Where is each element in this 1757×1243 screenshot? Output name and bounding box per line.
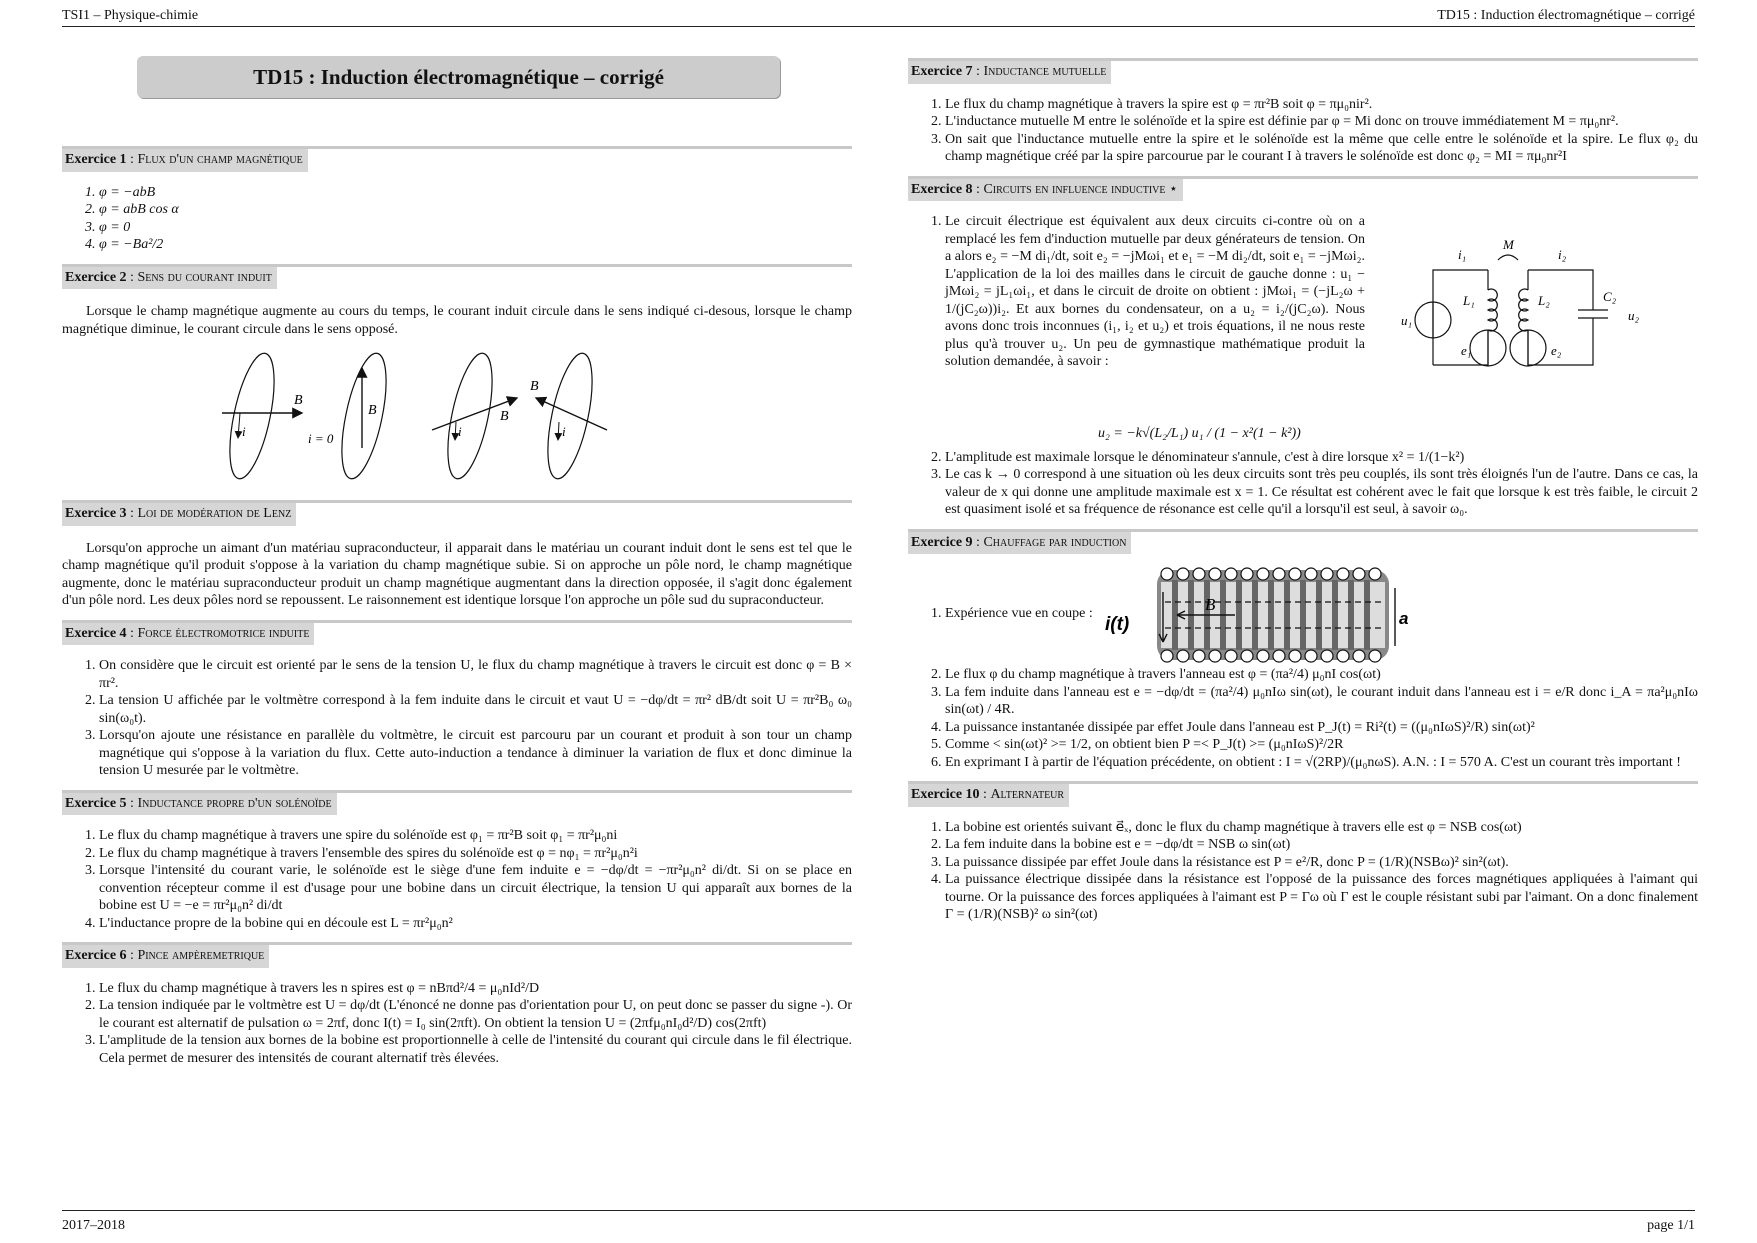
svg-text:e₁: e₁ <box>1461 343 1472 358</box>
svg-text:B⃗: B⃗ <box>500 409 520 424</box>
svg-text:C₂: C₂ <box>1603 289 1617 304</box>
exercise-6 <box>62 942 852 1067</box>
answer-list: 1. Le flux du champ magnétique à travers la spire est φ = πr²B soit φ = πμ₀nir². 2. L'inductance mutuelle M entre le solénoïde et la spire est définie par φ = Mi donc on trouve immédiatement M = πμ₀nr². 3. On sait que l'inductance mutuelle entre la spire et le solénoïde est la même que celle entre le solénoïde et la spire. Le flux φ₂ du champ magnétique créé par la spire parcourue par le courant I à travers le solénoïde est donc φ₂ = MI = πμ₀nr²I <box>908 96 1698 166</box>
exercise-heading: Exercice 8 : Circuits en influence inductive ⋆ <box>908 179 1183 202</box>
exercise-heading: Exercice 7 : Inductance mutuelle <box>908 61 1111 84</box>
svg-text:a: a <box>1399 609 1409 628</box>
svg-text:B⃗: B⃗ <box>368 403 388 418</box>
exercise-heading: Exercice 4 : Force électromotrice induite <box>62 623 314 646</box>
page-title: TD15 : Induction électromagnétique – corrigé <box>137 56 780 98</box>
exercise-2 <box>62 264 852 479</box>
exercise-5 <box>62 790 852 933</box>
paragraph: Lorsque le champ magnétique augmente au cours du temps, le courant induit circule dans le sens indiqué ci-desous, lorsque le champ magnétique diminue, le courant circule dans le sens opposé. <box>62 304 852 337</box>
exercise-3 <box>62 500 852 610</box>
exercise-heading: Exercice 5 : Inductance propre d'un solénoïde <box>62 793 337 816</box>
svg-text:i: i <box>562 424 566 439</box>
page-header <box>62 6 1695 27</box>
answer-list: 1. φ = −abB 2. φ = abB cos α 3. φ = 0 4. φ = −Ba²/2 <box>62 184 852 254</box>
exercise-heading: Exercice 6 : Pince ampèremetrique <box>62 945 269 968</box>
exercise-heading: Exercice 9 : Chauffage par induction <box>908 532 1131 555</box>
exercise-8 <box>908 176 1698 519</box>
footer-right: page 1/1 <box>1647 1218 1695 1233</box>
exercise-10 <box>908 781 1698 924</box>
svg-text:L₂: L₂ <box>1538 293 1550 308</box>
answer-list: 1. Expérience vue en coupe : <box>908 605 1105 623</box>
right-column <box>908 40 1698 924</box>
svg-text:B⃗: B⃗ <box>530 379 550 394</box>
svg-text:L₁: L₁ <box>1463 293 1475 308</box>
svg-text:u₁: u₁ <box>1401 313 1413 328</box>
answer-list: 1. Le flux du champ magnétique à travers les n spires est φ = nBπd²/4 = μ₀nId²/D 2. La tension indiquée par le voltmètre est U = dφ/dt (L'énoncé ne donne pas d'orientation pour U, on peut donc se passer du signe -). Or le courant est alternatif de pulsation ω = 2πf, donc I(t) = I₀ sin(2πft). On obtient la tension U = (2πfμ₀nI₀d²/D) cos(2πft) 3. L'amplitude de la tension aux bornes de la bobine est proportionnelle à celle de l'intensité du courant qui circule dans le fil électrique. Cela permet de mesurer des intensités de courant alternatif très élevées. <box>62 980 852 1068</box>
svg-text:i: i <box>458 424 462 439</box>
exercise-4 <box>62 620 852 780</box>
b-label: B⃗ <box>294 393 314 408</box>
induced-current-figure <box>62 348 852 478</box>
footer-left: 2017–2018 <box>62 1218 125 1233</box>
svg-text:i = 0: i = 0 <box>308 431 334 446</box>
svg-text:i₂: i₂ <box>1558 247 1567 262</box>
formula-u2: u₂ = −k√(L₂/L₁) u₁ / (1 − x²(1 − k²)) <box>1098 426 1301 441</box>
answer-list: 1. Le flux du champ magnétique à travers une spire du solénoïde est φ₁ = πr²B soit φ₁ = πr²μ₀ni 2. Le flux du champ magnétique à travers l'ensemble des spires du solénoïde est φ = nφ₁ = πr²μ₀n²i 3. Lorsque l'intensité du courant varie, le solénoïde est le siège d'une fem induite e = −dφ/dt = −πr²μ₀n² di/dt. Si on se place en convention récepteur comme il est d'usage pour une bobine dans un circuit électrique, la tension U qui apparaît aux bornes de la bobine est U = −e = πr²μ₀n² di/dt 4. L'inductance propre de la bobine qui en découle est L = πr²μ₀n² <box>62 827 852 932</box>
svg-text:e₂: e₂ <box>1551 343 1562 358</box>
svg-text:i₁: i₁ <box>1458 247 1467 262</box>
svg-text:M: M <box>1503 237 1514 252</box>
answer-list: 1. La bobine est orientés suivant e⃗ₓ, donc le flux du champ magnétique à travers elle est φ = NSB cos(ωt) 2. La fem induite dans la bobine est e = −dφ/dt = NSB ω sin(ωt) 3. La puissance dissipée par effet Joule dans la résistance est P = e²/R, donc P = (1/R)(NSBω)² sin²(ωt). 4. La puissance électrique dissipée dans la résistance est l'opposé de la puissance des forces magnétiques appliquées à l'aimant qui tourne. Or la puissance des forces appliquées à l'aimant est P = Γω où Γ est le couple résistant subi par l'aimant. On a donc finalement Γ = (1/R)(NSB)² ω sin²(ωt) <box>908 819 1698 924</box>
coupled-circuit-diagram <box>1393 235 1683 405</box>
svg-text:i(t): i(t) <box>1105 614 1130 635</box>
exercise-heading: Exercice 1 : Flux d'un champ magnétique <box>62 149 308 172</box>
answer-list: 2. Le flux φ du champ magnétique à travers l'anneau est φ = (πa²/4) μ₀nI cos(ωt) 3. La fem induite dans l'anneau est e = −dφ/dt = (πa²/4) μ₀nIω sin(ωt), le courant induit dans l'anneau est i = e/R donc i_A = πa²μ₀nIω sin(ωt) / 4R. 4. La puissance instantanée dissipée par effet Joule dans l'anneau est P_J(t) = Ri²(t) = ((μ₀nIωS)²/R) sin(ωt)² 5. Comme < sin(ωt)² >= 1/2, on obtient bien P =< P_J(t) >= (μ₀nIωS)²/2R 6. En exprimant I à partir de l'équation précédente, on obtient : I = √(2RP)/(μ₀nωS). A.N. : I = 570 A. C'est un courant très important ! <box>908 666 1698 771</box>
left-column <box>62 40 852 1067</box>
exercise-1 <box>62 146 852 254</box>
exercise-heading: Exercice 10 : Alternateur <box>908 784 1069 807</box>
header-left: TSI1 – Physique-chimie <box>62 8 199 23</box>
induction-heating-figure <box>1105 562 1409 666</box>
answer-list: 1. On considère que le circuit est orienté par le sens de la tension U, le flux du champ magnétique à travers le circuit est donc φ = B × πr². 2. La tension U affichée par le voltmètre correspond à la fem induite dans le circuit et vaut U = −dφ/dt = πr² dB/dt soit U = πr²B₀ ω₀ sin(ω₀t). 3. Lorsqu'on ajoute une résistance en parallèle du voltmètre, le circuit est parcouru par un courant et produit à son tour un champ magnétique qui s'oppose à la variation du flux. Cette auto-induction a tendance à diminuer la variation de flux et donc diminue la tension U mesurée par le voltmètre. <box>62 657 852 780</box>
exercise-7 <box>908 58 1698 166</box>
answer-list: 2. L'amplitude est maximale lorsque le dénominateur s'annule, c'est à dire lorsque x² = 1/(1−k²) 3. Le cas k → 0 correspond à une situation où les deux circuits sont très peu couplés, ils sont très éloignés l'un de l'autre. Dans ce cas, la valeur de x qui donne une amplitude maximale est x = 1. Ce résultat est cohérent avec le fait que lorsque k est très faible, le circuit 2 est quasiment isolé et sa fréquence de résonance est celle qu'il a lorsqu'il est seul, à savoir ω₀. <box>908 449 1698 519</box>
svg-text:B⃗: B⃗ <box>1205 595 1229 614</box>
svg-text:i: i <box>242 424 246 439</box>
svg-text:u₂: u₂ <box>1628 308 1640 323</box>
header-right: TD15 : Induction électromagnétique – corrigé <box>1437 8 1695 23</box>
exercise-9 <box>908 529 1698 772</box>
paragraph: Lorsqu'on approche un aimant d'un matériau supraconducteur, il apparait dans le matériau un courant induit dont le sens est tel que le champ magnétique qu'il produit s'oppose à la variation du champ magnétique subie. Si on approche un pôle nord, le champ magnétique augmente, donc le matériau supraconducteur produit un champ magnétique augmentant dans la direction opposée, il s'agit donc également d'un pôle nord. Les deux pôles nord se repoussent. Le raisonnement est identique lorsque l'on approche un pôle sud du supraconducteur. <box>62 540 852 608</box>
answer-list: 1. Le circuit électrique est équivalent aux deux circuits ci-contre où on a remplacé les fem d'induction mutuelle par deux générateurs de tension. On a alors e₂ = −M di₁/dt, soit e₂ = −jMωi₁ et e₁ = −M di₂/dt, soit e₁ = −jMωi₂. L'application de la loi des mailles dans le circuit de gauche donne : u₁ − jMωi₂ = jL₁ωi₁, et dans le circuit de droite on obtient : jMωi₁ = (−jL₂ω + 1/(jC₂ω))i₂. Et aux bornes du condensateur, on a u₂ = i₂/(jC₂ω). Nous avons donc trois inconnues (i₁, i₂ et u₂) et trois équations, il ne nous reste plus qu'à trouver u₂. Un peu de gymnastique mathématique produit la solution demandée, à savoir : <box>908 213 1365 405</box>
exercise-heading: Exercice 2 : Sens du courant induit <box>62 267 277 290</box>
page-footer <box>62 1210 1695 1235</box>
exercise-heading: Exercice 3 : Loi de modération de Lenz <box>62 503 296 526</box>
